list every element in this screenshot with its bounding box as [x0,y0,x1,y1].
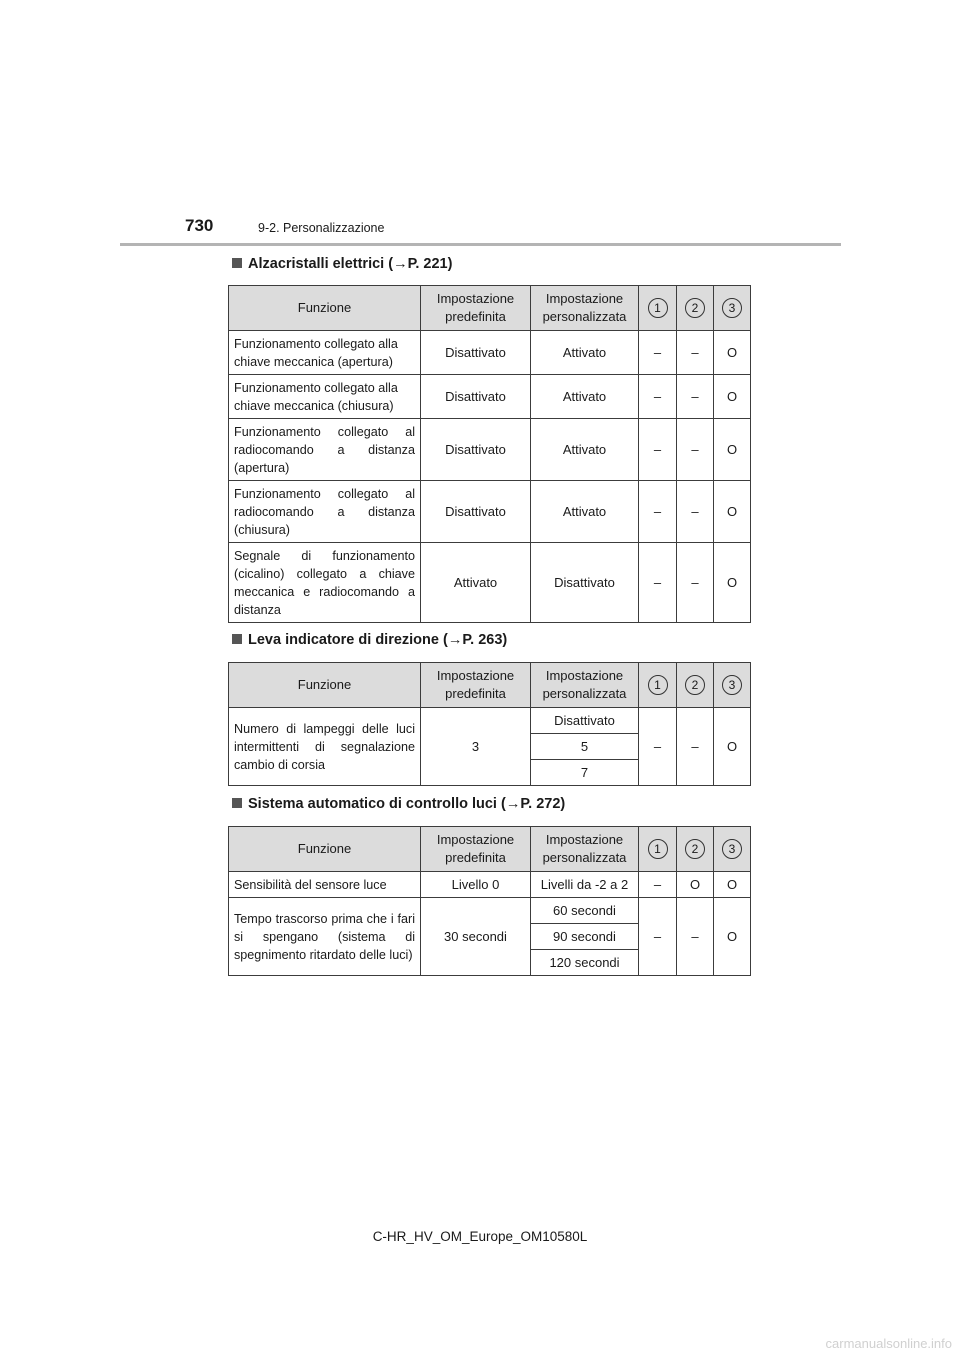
table-controllo-luci [228,826,751,976]
cell-c1: – [639,375,677,419]
table-leva-indicatore [228,662,751,786]
circled-3-icon: 3 [722,298,742,318]
table-row [229,898,751,924]
table-row [229,481,751,543]
header-funzione: Funzione [229,827,421,872]
cell-predefinita: 3 [421,708,531,786]
cell-c1: – [639,331,677,375]
cell-personalizzata: Livelli da -2 a 2 [531,872,639,898]
header-funzione: Funzione [229,286,421,331]
cell-funzione: Sensibilità del sensore luce [229,872,421,898]
cell-c3: O [714,708,751,786]
square-bullet-icon [232,798,242,808]
cell-c3: O [714,419,751,481]
cell-option: 120 secondi [531,950,639,976]
section-heading-controllo-luci: Sistema automatico di controllo luci (→P. 272) [232,796,565,812]
cell-predefinita: Attivato [421,543,531,623]
cell-funzione: Funzionamento collegato al radiocomando a distanza (apertura) [229,419,421,481]
cell-c3: O [714,481,751,543]
cell-option: 60 secondi [531,898,639,924]
cell-c1: – [639,708,677,786]
table-header-row [229,286,751,331]
square-bullet-icon [232,258,242,268]
cell-c3: O [714,331,751,375]
cell-personalizzata: Disattivato [531,543,639,623]
circled-1-icon: 1 [648,839,668,859]
cell-funzione: Funzionamento collegato alla chiave meccanica (chiusura) [229,375,421,419]
cell-predefinita: Disattivato [421,481,531,543]
cell-c2: – [677,898,714,976]
cell-c3: O [714,375,751,419]
cell-c3: O [714,872,751,898]
arrow-icon: → [505,796,521,812]
table-row [229,331,751,375]
cell-c2: – [677,708,714,786]
cell-personalizzata: Attivato [531,481,639,543]
circled-1-icon: 1 [648,298,668,318]
cell-predefinita: 30 secondi [421,898,531,976]
header-predefinita: Impostazione predefinita [421,663,531,708]
header-rule [120,243,841,246]
table-row [229,375,751,419]
table-row [229,419,751,481]
cell-predefinita: Livello 0 [421,872,531,898]
cell-personalizzata: Attivato [531,375,639,419]
cell-option: 90 secondi [531,924,639,950]
square-bullet-icon [232,634,242,644]
cell-c1: – [639,898,677,976]
cell-c2: O [677,872,714,898]
table-row [229,872,751,898]
cell-c2: – [677,331,714,375]
cell-funzione: Numero di lampeggi delle luci intermittenti di segnalazione cambio di corsia [229,708,421,786]
cell-c3: O [714,898,751,976]
table-header-row [229,827,751,872]
cell-c1: – [639,872,677,898]
cell-c3: O [714,543,751,623]
cell-funzione: Segnale di funzionamento (cicalino) collegato a chiave meccanica e radiocomando a distanza [229,543,421,623]
header-predefinita: Impostazione predefinita [421,286,531,331]
cell-predefinita: Disattivato [421,419,531,481]
cell-c2: – [677,543,714,623]
section-heading-alzacristalli: Alzacristalli elettrici (→P. 221) [232,256,452,272]
header-funzione: Funzione [229,663,421,708]
cell-c2: – [677,375,714,419]
watermark: carmanualsonline.info [825,1336,952,1351]
section-reference: 9-2. Personalizzazione [258,221,385,235]
cell-personalizzata: Attivato [531,419,639,481]
cell-funzione: Tempo trascorso prima che i fari si spengano (sistema di spegnimento ritardato delle luci) [229,898,421,976]
circled-2-icon: 2 [685,839,705,859]
header-personalizzata: Impostazione personalizzata [531,286,639,331]
cell-c1: – [639,419,677,481]
circled-3-icon: 3 [722,839,742,859]
cell-c1: – [639,543,677,623]
cell-c2: – [677,481,714,543]
page-number: 730 [185,216,214,235]
circled-2-icon: 2 [685,298,705,318]
cell-option: Disattivato [531,708,639,734]
cell-option: 7 [531,760,639,786]
circled-3-icon: 3 [722,675,742,695]
table-alzacristalli [228,285,751,623]
circled-2-icon: 2 [685,675,705,695]
cell-predefinita: Disattivato [421,375,531,419]
cell-c2: – [677,419,714,481]
cell-c1: – [639,481,677,543]
arrow-icon: → [447,632,463,648]
cell-funzione: Funzionamento collegato al radiocomando a distanza (chiusura) [229,481,421,543]
section-heading-leva-indicatore: Leva indicatore di direzione (→P. 263) [232,632,507,648]
table-row [229,708,751,734]
header-predefinita: Impostazione predefinita [421,827,531,872]
arrow-icon: → [393,256,408,272]
cell-predefinita: Disattivato [421,331,531,375]
cell-funzione: Funzionamento collegato alla chiave meccanica (apertura) [229,331,421,375]
header-personalizzata: Impostazione personalizzata [531,663,639,708]
table-row [229,543,751,623]
cell-option: 5 [531,734,639,760]
circled-1-icon: 1 [648,675,668,695]
table-header-row [229,663,751,708]
footer-doc-code: C-HR_HV_OM_Europe_OM10580L [372,1229,588,1244]
cell-personalizzata: Attivato [531,331,639,375]
header-personalizzata: Impostazione personalizzata [531,827,639,872]
